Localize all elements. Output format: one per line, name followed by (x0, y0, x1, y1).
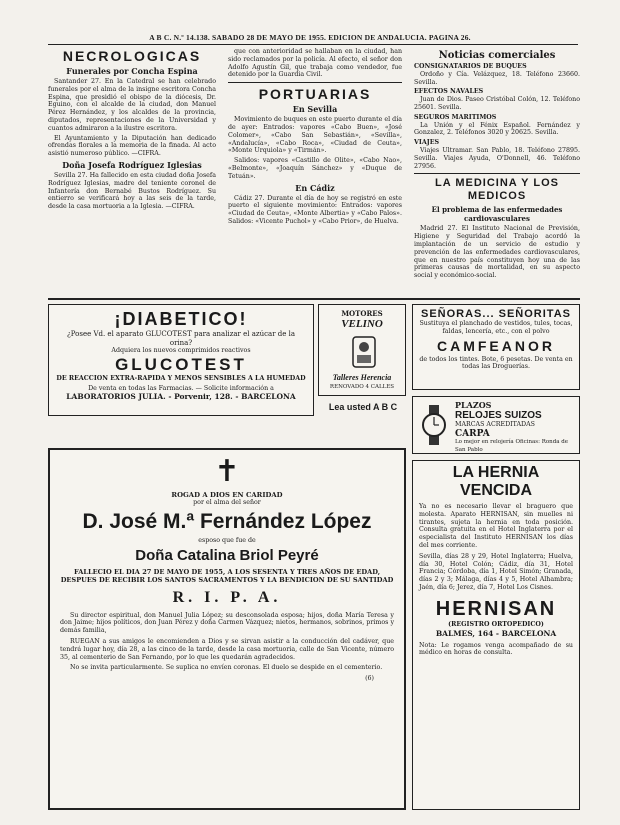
portuarias-section2-text: Cádiz 27. Durante el día de hoy se registró en este puerto el siguiente movimiento: Entrados: vapores «Ciudad de Ceuta», «Monte Albertia» y «Cabo Palos». Salidos: «Vicente Puchol» y «Cabo Prior», de Huelva. (228, 194, 402, 225)
necrologicas-section2-title: Doña Josefa Rodríguez Iglesias (62, 159, 202, 170)
ad-motores (318, 304, 406, 396)
necrologicas-section1-text2: El Ayuntamiento y la Diputación han dedicado ofrendas florales a la memoria de la finada. Al acto asistió numeroso público. —CIFRA. (48, 134, 216, 158)
obituary-esposo: esposo que fue de (198, 536, 256, 544)
hernia-reg: (REGISTRO ORTOPEDICO) (448, 620, 544, 628)
noticias-s2-title: EFECTOS NAVALES (414, 88, 484, 96)
relojes-line4: Lo mejor en relojería Oficinas: Ronda de San Pablo (455, 438, 569, 453)
diabetico-sale: De venta en todas las Farmacias. — Solicite información a (88, 384, 274, 392)
ad-senoras (412, 304, 580, 390)
senoras-text2: de todos los tintes. Bote, 6 pesetas. De venta en todas las Droguerías. (419, 355, 573, 371)
page-header: A B C. N.º 14.138. SABADO 28 DE MAYO DE 1955. EDICION DE ANDALUCIA. PAGINA 26. (149, 33, 471, 42)
relojes-line3: MARCAS ACREDITADAS (455, 421, 535, 428)
diabetico-line2: Adquiera los nuevos comprimidos reactivos (111, 347, 251, 354)
ad-relojes (412, 396, 580, 454)
ad-hernia (412, 460, 580, 810)
noticias-s3-text: La Unión y el Fénix Español. Fernández y Gonzalez, 2. Teléfonos 3020 y 20625. Sevilla. (414, 121, 580, 137)
obituary-ripa: R. I. P. A. (172, 588, 282, 606)
obituary-fallecio: FALLECIO EL DIA 27 DE MAYO DE 1955, A LOS SESENTA Y TRES AÑOS DE EDAD, DESPUES DE RECIBIR LOS SANTOS SACRAMENTOS Y LA BENDICION DE SU SANTIDAD (60, 567, 394, 584)
hernia-cities: Sevilla, días 28 y 29, Hotel Inglaterra; Huelva, día 30, Hotel Colón; Cádiz, día 31, Hotel Francia; Córdoba, día 1, Hotel Simón; Granada, días 2 y 3; Málaga, días 4 y 5, Hotel Alhambra; Jaén, día 6; Jerez, día 7, Hotel Los Cisnes. (419, 552, 573, 591)
noticias-s4-text: Viajes Ultramar. San Pablo, 18. Teléfono 27895. Sevilla. Viajes Ayuda, O'Donnell, 46. Teléfono 27956. (414, 146, 580, 170)
section-rule (48, 298, 580, 300)
watch-icon (419, 405, 449, 445)
hernia-address: BALMES, 164 - BARCELONA (435, 628, 557, 638)
portuarias-section2-title: En Cádiz (295, 182, 335, 193)
obituary-por: por el alma del señor (193, 499, 261, 506)
medicina-subtitle: El problema de las enfermedades cardiovasculares (431, 205, 563, 224)
senoras-title: SEÑORAS... SEÑORITAS (421, 308, 571, 320)
noticias-column (414, 48, 580, 294)
obituary-name: D. José M.ª Fernández López (82, 509, 372, 533)
diabetico-question: ¿Posee Vd. el aparato GLUCOTEST para analizar el azúcar de la orina? (66, 330, 296, 347)
obituary-wife: Doña Catalina Briol Peyré (135, 546, 319, 564)
medicina-rule (414, 173, 580, 174)
necrologicas-column (48, 48, 216, 294)
diabetico-brand: GLUCOTEST (115, 354, 247, 374)
diabetico-lab: LABORATORIOS JULIA. - Porvenir, 128. - BARCELONA (66, 392, 296, 402)
obituary-text3: No se invita particularmente. Se suplica no envíen coronas. El duelo se despide en el cementerio. (70, 664, 383, 672)
hernia-text: Ya no es necesario llevar el braguero que molesta. Aparato HERNISAN, sin muelles ni tirantes, sujeta la hernia en toda posición. Consulta gratuita en el Hotel Inglaterra por el especialista del Instituto HERNISAN los días del mes corriente. (419, 503, 573, 549)
medicina-title: LA MEDICINA Y LOS MEDICOS (435, 177, 559, 203)
portuarias-section1-title: En Sevilla (292, 104, 338, 115)
noticias-s1-title: CONSIGNATARIOS DE BUQUES (414, 63, 527, 70)
portuarias-title: PORTUARIAS (258, 86, 372, 103)
header-rule (48, 44, 578, 45)
hernia-note: Nota: Le rogamos venga acompañado de su médico en horas de consulta. (419, 641, 573, 657)
portuarias-section1-text2: Salidos: vapores «Castillo de Olite», «Cabo Nao», «Belmonte», «Joaquín Sánchez» y «Duque de Tetuán». (228, 157, 402, 180)
hernia-title: LA HERNIA VENCIDA (452, 464, 540, 499)
obituary-text2: RUEGAN a sus amigos le encomienden a Dios y se sirvan asistir a la conducción del cadáver, que tendrá lugar hoy, día 28, a las cinco de la tarde, desde la casa mortuoria, calle de San Vicente, número 35, al cementerio de San Fernando, por lo que les quedarán agradecidos. (60, 637, 394, 661)
hernia-brand: HERNISAN (435, 597, 557, 620)
ad-diabetico (48, 304, 314, 416)
obituary-code: (6) (365, 675, 374, 683)
motores-top: MOTORES (341, 309, 383, 318)
medicina-text: Madrid 27. El Instituto Nacional de Previsión, Higiene y Seguridad del Trabajo acordó la implantación de un servicio de estudio y prevención de las enfermedades cardiovasculares, que en nuestro país constituyen hoy una de las primeras causas de mortalidad, en su aspecto social y económico-social. (414, 225, 580, 280)
motores-brand: VELINO (341, 318, 383, 330)
relojes-brand: CARPA (455, 428, 490, 439)
relojes-line2: RELOJES SUIZOS (455, 410, 542, 421)
noticias-s1-text: Ordoño y Cía. Velázquez, 18. Teléfono 23660. Sevilla. (414, 70, 580, 86)
senoras-brand: CAMFEANOR (437, 337, 555, 354)
portuarias-intro: que con anterioridad se hallaban en la ciudad, han sido reclamados por la policía. Al efecto, el señor don Adolfo Agustín Gil, que trabaja como vendedor, fue detenido por la Guardia Civil. (228, 48, 402, 79)
obituary-box (48, 448, 406, 810)
portuarias-section1-text: Movimiento de buques en este puerto durante el día de ayer: Entrados: vapores «Cabo Buen», «José Colomer», «Cabo San Sebastián», «Sevilla», «Andalucía», «Cabo Roca», «Ciudad de Ceuta», «Monte Urquiola» y «Tirmán». (228, 116, 402, 155)
necrologicas-section1-text: Santander 27. En la Catedral se han celebrado funerales por el alma de la insigne escritora Concha Espina, que presidió el obispo de la diócesis, Dr. Eguino, con el alcalde de la ciudad, don Manuel Pérez Hernández, y los alcaldes de la provincia, diputados, representaciones de la Universidad y cuantos admiraron a la ilustre escritora. (48, 78, 216, 132)
motor-illustration-icon (349, 333, 379, 371)
noticias-title: Noticias comerciales (438, 50, 556, 61)
noticias-s2-text: Juan de Dios. Paseo Cristóbal Colón, 12. Teléfono 25601. Sevilla. (414, 96, 580, 111)
lea-abc: Lea usted A B C (328, 402, 398, 412)
motores-bottom: RENOVADO 4 CALLES (329, 384, 395, 390)
noticias-s4-title: VIAJES (414, 139, 440, 147)
motores-brand2: Talleres Herencia (332, 373, 392, 382)
portuarias-rule (228, 82, 402, 83)
diabetico-desc: DE REACCION EXTRA-RAPIDA Y MENOS SENSIBLES A LA HUMEDAD (56, 374, 306, 382)
relojes-line1: PLAZOS (455, 400, 492, 410)
diabetico-title: ¡DIABETICO! (114, 309, 248, 329)
obituary-rogad: ROGAD A DIOS EN CARIDAD (171, 491, 283, 499)
necrologicas-title: NECROLOGICAS (62, 48, 202, 64)
necrologicas-section1-title: Funerales por Concha Espina (66, 66, 198, 76)
noticias-s3-title: SEGUROS MARITIMOS (414, 113, 497, 121)
senoras-text: Sustituya el planchado de vestidos, tules, tocas, faldas, lencería, etc., con el polvo (419, 320, 573, 335)
cross-icon: ✝ (214, 454, 240, 489)
portuarias-column (228, 48, 402, 294)
necrologicas-section2-text: Sevilla 27. Ha fallecido en esta ciudad doña Josefa Rodríguez Iglesias, madre del teniente coronel de Infantería don Bernabé Bustos Rodríguez. Su entierro se verificará hoy a las seis de la tarde, desde la casa mortuoria a la Iglesia. —CIFRA. (48, 171, 216, 211)
obituary-text1: Su director espiritual, don Manuel Julia López; su desconsolada esposa; hijos, doña María Teresa y don Jaime; hijos políticos, don Juan Pérez y doña Carmen Vázquez; nietos, hermanos, sobrinos, primos y demás familia, (60, 611, 394, 635)
